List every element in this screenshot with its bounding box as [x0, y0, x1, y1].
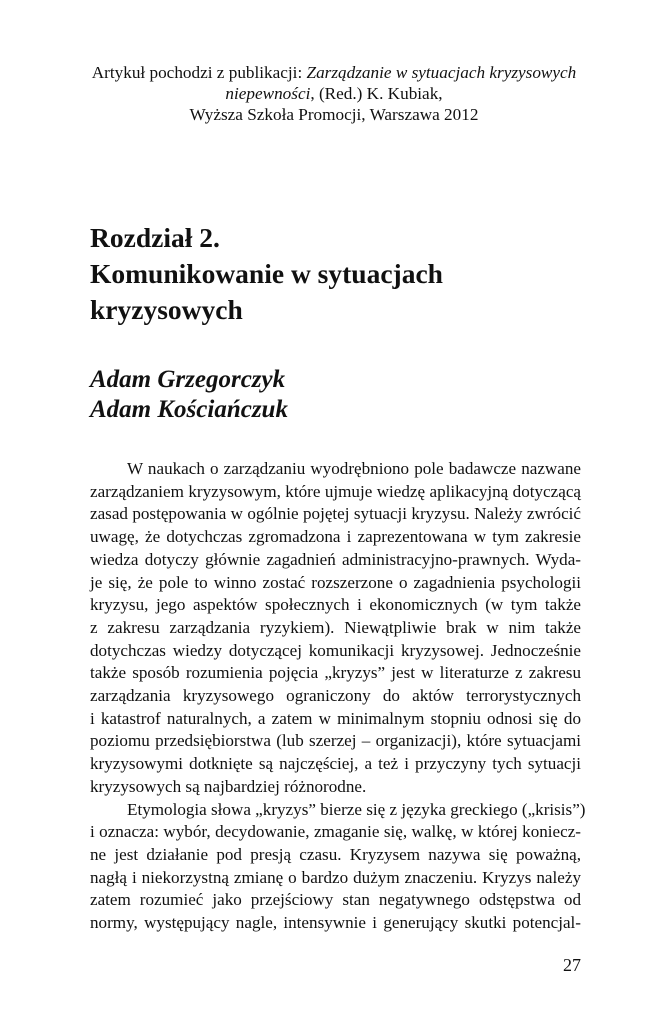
text-line: i oznacza: wybór, decydowanie, zmaganie się, walkę, w której koniecz- [90, 822, 581, 842]
text-line: dotychczas wiedzy dotyczącej komunikacji kryzysowej. Jednocześnie [90, 640, 581, 660]
text-line: normy, występujący nagle, intensywnie i generujący skutki potencjal- [90, 913, 581, 933]
chapter-title-line-3: kryzysowych [90, 294, 243, 325]
text-line: zarządzania kryzysowego ograniczony do aktów terrorystycznych [90, 686, 581, 706]
authors [90, 365, 590, 425]
source-note-title-part1: Zarządzanie w sytuacjach kryzysowych [306, 63, 577, 82]
text-line: ne jest działanie pod presją czasu. Kryzysem nazywa się poważną, [90, 844, 581, 864]
text-line: nagłą i niekorzystną zmianę o bardzo dużym znaczeniu. Kryzys należy [90, 867, 581, 887]
source-note [80, 62, 588, 125]
text-line: uwagę, że dotychczas zgromadzona i zaprezentowana w tym zakresie [90, 527, 581, 547]
text-line: je się, że pole to winno zostać rozszerzone o zagadnienia psychologii [90, 572, 581, 592]
text-line: poziomu przedsiębiorstwa (lub szerzej – organizacji), które sytuacjami [90, 731, 581, 751]
text-line: i katastrof naturalnych, a zatem w minimalnym stopniu odnosi się do [90, 708, 581, 728]
source-note-suffix: , (Red.) K. Kubiak, [310, 84, 443, 103]
source-note-title-part2: niepewności [225, 84, 311, 103]
text-line: W naukach o zarządzaniu wyodrębniono pole badawcze nazwane [127, 459, 581, 478]
body-text [90, 458, 586, 935]
text-line: kryzysowych są najbardziej różnorodne. [90, 776, 367, 796]
author-name: Adam Kościańczuk [90, 396, 288, 423]
text-line: zatem rozumieć jako przejściowy stan negatywnego odstępstwa od [90, 890, 581, 910]
source-note-prefix: Artykuł pochodzi z publikacji: [91, 63, 307, 82]
chapter-title-line-1: Rozdział 2. [90, 222, 220, 253]
page-number: 27 [563, 955, 581, 975]
author-name: Adam Grzegorczyk [90, 366, 286, 393]
text-line: zasad postępowania w ogólnie pojętej sytuacji kryzysu. Należy zwrócić [90, 504, 581, 524]
source-note-line-2 [80, 83, 588, 104]
chapter-title-line-2: Komunikowanie w sytuacjach [90, 258, 443, 289]
chapter-title [90, 220, 590, 328]
text-line: z zakresu zarządzania ryzykiem). Niewątpliwie brak w nim także [90, 617, 581, 637]
source-note-line-3: Wyższa Szkoła Promocji, Warszawa 2012 [189, 105, 479, 124]
text-line: Etymologia słowa „kryzys” bierze się z języka greckiego („krisis”) [127, 799, 586, 819]
paragraph [90, 799, 586, 935]
text-line: wiedza dotyczy głównie zagadnień administracyjno-prawnych. Wyda- [90, 549, 581, 569]
text-line: kryzysowymi dotknięte są najczęściej, a też i przyczyny tych sytuacji [90, 754, 581, 774]
source-note-line-1 [80, 62, 588, 83]
text-line: zarządzaniem kryzysowym, które ujmuje wiedzę aplikacyjną dotyczącą [90, 481, 581, 501]
text-line: kryzysu, jego aspektów społecznych i ekonomicznych (w tym także [90, 595, 581, 615]
paragraph [90, 458, 581, 799]
text-line: także sposób rozumienia pojęcia „kryzys” jest w literaturze z zakresu [90, 663, 581, 683]
